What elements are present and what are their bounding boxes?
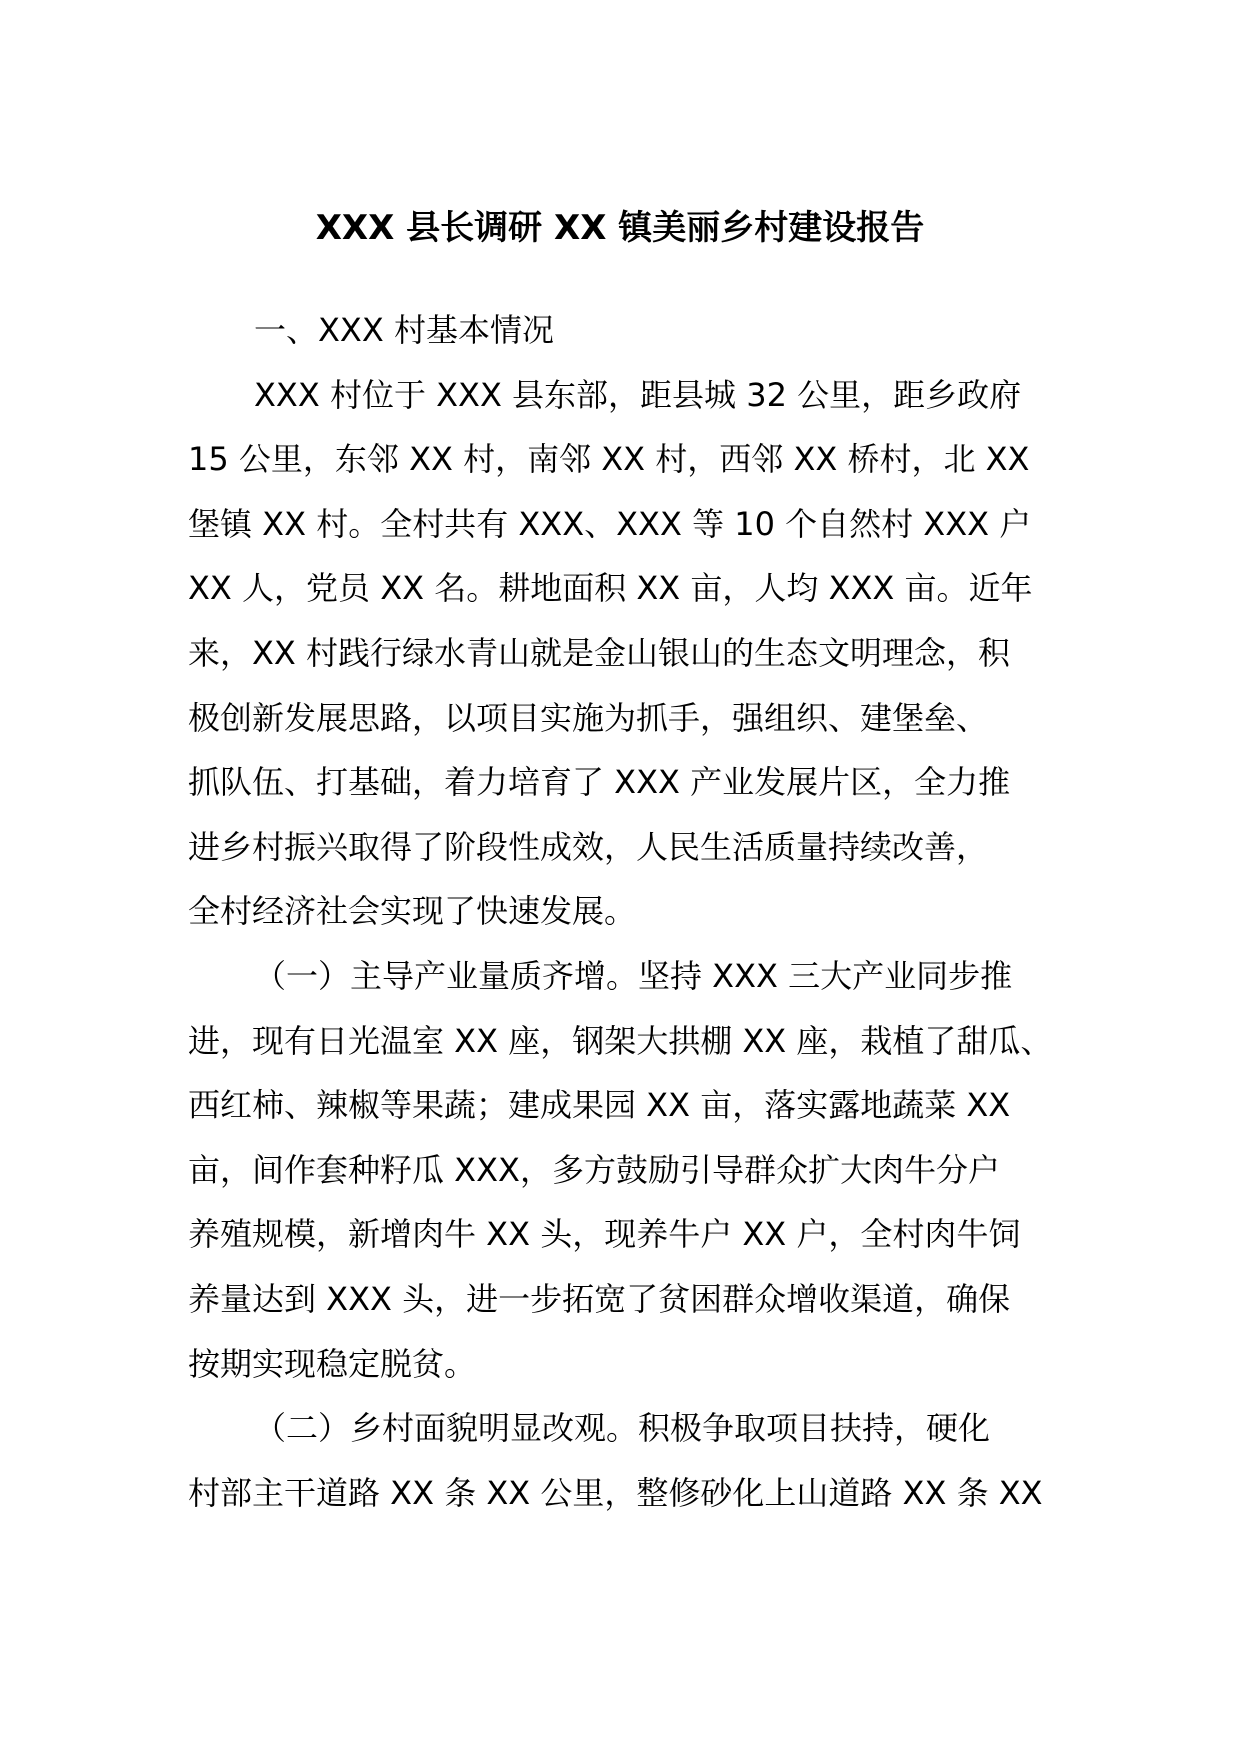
text-line: XX 人，党员 XX 名。耕地面积 XX 亩，人均 XXX 亩。近年	[188, 569, 1033, 608]
text-line: 堡镇 XX 村。全村共有 XXX、XXX 等 10 个自然村 XXX 户	[188, 504, 1032, 543]
text-line: 来，XX 村践行绿水青山就是金山银山的生态文明理念，积	[188, 633, 1011, 672]
text-line: 村部主干道路 XX 条 XX 公里，整修砂化上山道路 XX 条 XX	[188, 1473, 1043, 1512]
document-title: XXX 县长调研 XX 镇美丽乡村建设报告	[315, 208, 925, 248]
text-line: （二）乡村面貌明显改观。积极争取项目扶持，硬化	[254, 1409, 991, 1448]
text-line: 一、XXX 村基本情况	[254, 311, 554, 349]
text-line: 养殖规模，新增肉牛 XX 头，现养牛户 XX 户，全村肉牛饲	[188, 1215, 1021, 1254]
text-line: XXX 村位于 XXX 县东部，距县城 32 公里，距乡政府	[254, 375, 1022, 414]
text-line: 抓队伍、打基础，着力培育了 XXX 产业发展片区，全力推	[188, 763, 1011, 802]
text-line: 进，现有日光温室 XX 座，钢架大拱棚 XX 座，栽植了甜瓜、	[188, 1021, 1053, 1060]
text-line: 极创新发展思路，以项目实施为抓手，强组织、建堡垒、	[188, 698, 989, 737]
text-line: （一）主导产业量质齐增。坚持 XXX 三大产业同步推	[254, 956, 1013, 995]
text-line: 按期实现稳定脱贫。	[188, 1344, 477, 1383]
text-line: 全村经济社会实现了快速发展。	[188, 892, 637, 931]
text-line: 亩，间作套种籽瓜 XXX，多方鼓励引导群众扩大肉牛分户	[188, 1150, 1000, 1189]
text-line: 15 公里，东邻 XX 村，南邻 XX 村，西邻 XX 桥村，北 XX	[188, 440, 1030, 479]
text-line: 西红柿、辣椒等果蔬；建成果园 XX 亩，落实露地蔬菜 XX	[188, 1086, 1011, 1125]
text-line: 养量达到 XXX 头，进一步拓宽了贫困群众增收渠道，确保	[188, 1279, 1011, 1318]
document-body	[188, 298, 1064, 1525]
text-line: 进乡村振兴取得了阶段性成效，人民生活质量持续改善，	[188, 827, 989, 866]
